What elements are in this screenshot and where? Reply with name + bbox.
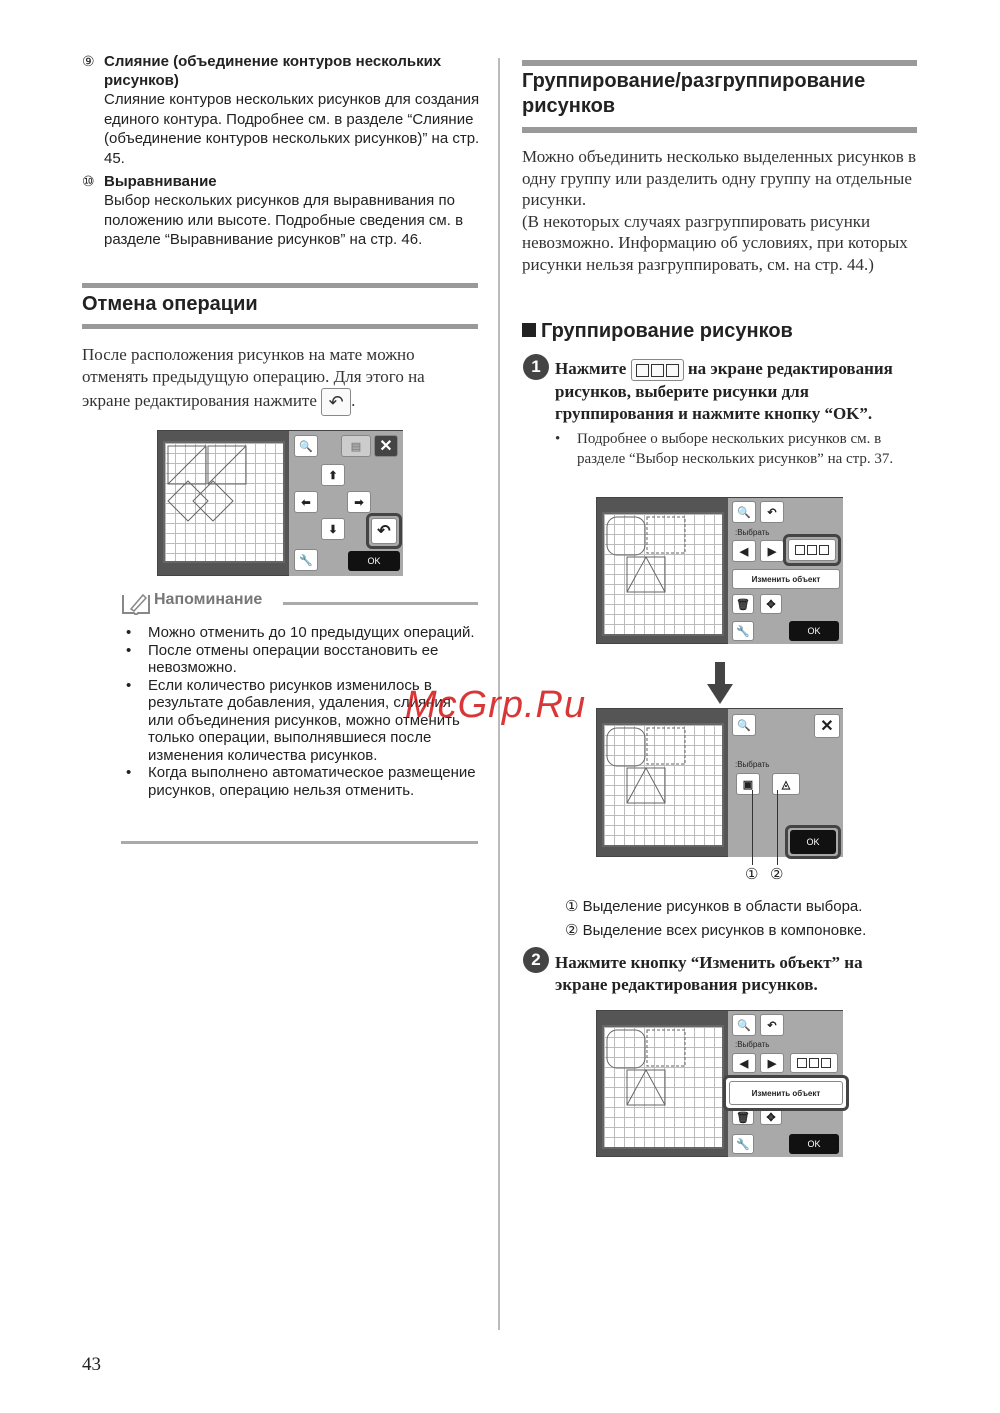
item-body: Выбор нескольких рисунков для выравнивания по положению или высоте. Подробные сведения см. в разделе “Выравнивание рисунков” на стр. 46. <box>104 192 464 248</box>
select-label: :Выбрать <box>735 1040 770 1049</box>
memo-header <box>121 588 478 616</box>
select-all-icon[interactable]: ◬ <box>772 773 800 795</box>
step-2: Нажмите кнопку “Изменить объект” на экране редактирования рисунков. <box>555 953 863 994</box>
ok-button[interactable]: OK <box>789 1134 839 1154</box>
undo-paragraph <box>82 344 477 416</box>
item-title: Слияние (объединение контуров нескольких рисунков) <box>104 53 442 89</box>
memo-book-icon <box>121 589 151 615</box>
zoom-icon[interactable]: 🔍 <box>732 501 756 523</box>
screen-select-mode <box>596 708 843 857</box>
ok-button[interactable]: OK <box>790 830 836 854</box>
shapes-preview <box>163 441 285 563</box>
item-number: ⑨ <box>82 53 95 69</box>
arrow-down-icon[interactable]: ⬇ <box>321 518 345 540</box>
ok-button[interactable]: OK <box>789 621 839 641</box>
trash-icon[interactable]: 🗑 <box>732 1109 754 1125</box>
divider <box>283 602 478 605</box>
item-body: Слияние контуров нескольких рисунков для создания единого контура. Подробнее см. в разделе “Слияние (объединение контуров нескольких рисунков)” на стр. 45. <box>104 91 480 167</box>
page-number: 43 <box>82 1354 101 1375</box>
callout-legend <box>565 895 915 943</box>
step-1-notes <box>550 430 918 469</box>
undo-icon[interactable]: ↶ <box>760 1014 784 1036</box>
undo-text: После расположения рисунков на мате можно отменять предыдущую операцию. Для этого на экране редактирования нажмите <box>82 345 425 410</box>
memo-item: • Если количество рисунков изменилось в результате добавления, удаления, слияния или объединения рисунков, можно отменить только операции, выполнявшиеся после изменения количества рисунков. <box>121 677 478 765</box>
select-label: :Выбрать <box>735 528 770 537</box>
select-area-icon[interactable]: ▣ <box>736 773 760 795</box>
multi-select-button-inline <box>631 359 684 381</box>
divider <box>82 324 478 329</box>
memo-item: • Можно отменить до 10 предыдущих операций. <box>121 624 478 642</box>
legend-text: Выделение всех рисунков в компоновке. <box>582 922 867 939</box>
callout-line <box>752 790 753 865</box>
watermark: McGrp.Ru <box>405 684 587 726</box>
square-bullet-icon <box>522 323 536 337</box>
divider <box>522 60 917 66</box>
item-title: Выравнивание <box>104 173 217 190</box>
step-text: на экране редактирования рисунков, выберите рисунки для группирования и нажмите кнопку “OK”. <box>555 359 893 423</box>
callout-1: ① <box>745 866 759 883</box>
multi-select-button[interactable] <box>788 539 836 561</box>
subheading <box>522 320 793 343</box>
memo-title: Напоминание <box>154 591 263 608</box>
shapes-preview <box>602 1025 724 1149</box>
zoom-icon[interactable]: 🔍 <box>732 714 756 736</box>
move-icon[interactable]: ✥ <box>760 594 782 614</box>
memo-item: • Когда выполнено автоматическое размещение рисунков, операцию нельзя отменить. <box>121 764 478 799</box>
section-heading-undo: Отмена операции <box>82 293 258 315</box>
shapes-preview <box>602 512 724 636</box>
zoom-icon[interactable]: 🔍 <box>732 1014 756 1036</box>
align-icon[interactable]: ▤ <box>341 435 371 457</box>
arrow-left-icon[interactable]: ⬅ <box>294 491 318 513</box>
memo-item: • После отмены операции восстановить ее невозможно. <box>121 642 478 677</box>
legend-num: ① <box>565 898 579 915</box>
grouping-paragraph <box>522 146 917 275</box>
section-heading-grouping: Группирование/разгруппирование рисунков <box>522 70 866 117</box>
step-number: 1 <box>523 354 549 380</box>
note-item: • Подробнее о выборе нескольких рисунков см. в разделе “Выбор нескольких рисунков” на стр. 37. <box>550 430 918 469</box>
step-text: Нажмите <box>555 359 627 378</box>
screen-undo <box>157 430 403 576</box>
shapes-preview <box>602 723 724 847</box>
divider <box>82 283 478 288</box>
callout-line <box>777 790 778 865</box>
trash-icon[interactable]: 🗑 <box>732 594 754 614</box>
next-icon[interactable]: ▶ <box>760 1053 784 1073</box>
step-number: 2 <box>523 947 549 973</box>
item-9 <box>82 52 482 168</box>
divider <box>522 127 917 133</box>
next-icon[interactable]: ▶ <box>760 540 784 562</box>
zoom-icon[interactable]: 🔍 <box>294 435 318 457</box>
item-number: ⑩ <box>82 173 95 189</box>
legend-text: Выделение рисунков в области выбора. <box>582 898 863 915</box>
callout-2: ② <box>770 866 784 883</box>
edit-object-button[interactable]: Изменить объект <box>729 1081 843 1105</box>
subheading-text: Группирование рисунков <box>541 320 793 342</box>
arrow-up-icon[interactable]: ⬆ <box>321 464 345 486</box>
arrow-right-icon[interactable]: ➡ <box>347 491 371 513</box>
undo-icon[interactable]: ↶ <box>760 501 784 523</box>
select-label: :Выбрать <box>735 760 770 769</box>
prev-icon[interactable]: ◀ <box>732 1053 756 1073</box>
undo-icon[interactable]: ↶ <box>371 518 397 544</box>
para-text: Можно объединить несколько выделенных рисунков в одну группу или разделить одну группу на отдельные рисунки. <box>522 147 916 209</box>
close-icon[interactable]: ✕ <box>374 435 398 457</box>
para-text: (В некоторых случаях разгруппировать рисунки невозможно. Информацию об условиях, при которых рисунки нельзя разгруппировать, см. на стр. 44.) <box>522 211 908 274</box>
settings-wrench-icon[interactable]: 🔧 <box>732 621 754 641</box>
ok-button[interactable]: OK <box>348 551 400 571</box>
divider <box>121 841 478 844</box>
screen-edit-multiselect <box>596 497 843 644</box>
step-1 <box>555 358 917 424</box>
screen-edit-object <box>596 1010 843 1157</box>
settings-wrench-icon[interactable]: 🔧 <box>294 549 318 571</box>
move-icon[interactable]: ✥ <box>760 1109 782 1125</box>
down-arrow-icon <box>707 662 733 706</box>
legend-num: ② <box>565 922 579 939</box>
settings-wrench-icon[interactable]: 🔧 <box>732 1134 754 1154</box>
prev-icon[interactable]: ◀ <box>732 540 756 562</box>
undo-button-inline: ↶ <box>321 388 351 416</box>
edit-object-button[interactable]: Изменить объект <box>732 569 840 589</box>
multi-select-button[interactable] <box>790 1053 838 1073</box>
item-10 <box>82 172 482 250</box>
close-icon[interactable]: ✕ <box>814 714 840 738</box>
punct: . <box>351 390 356 410</box>
